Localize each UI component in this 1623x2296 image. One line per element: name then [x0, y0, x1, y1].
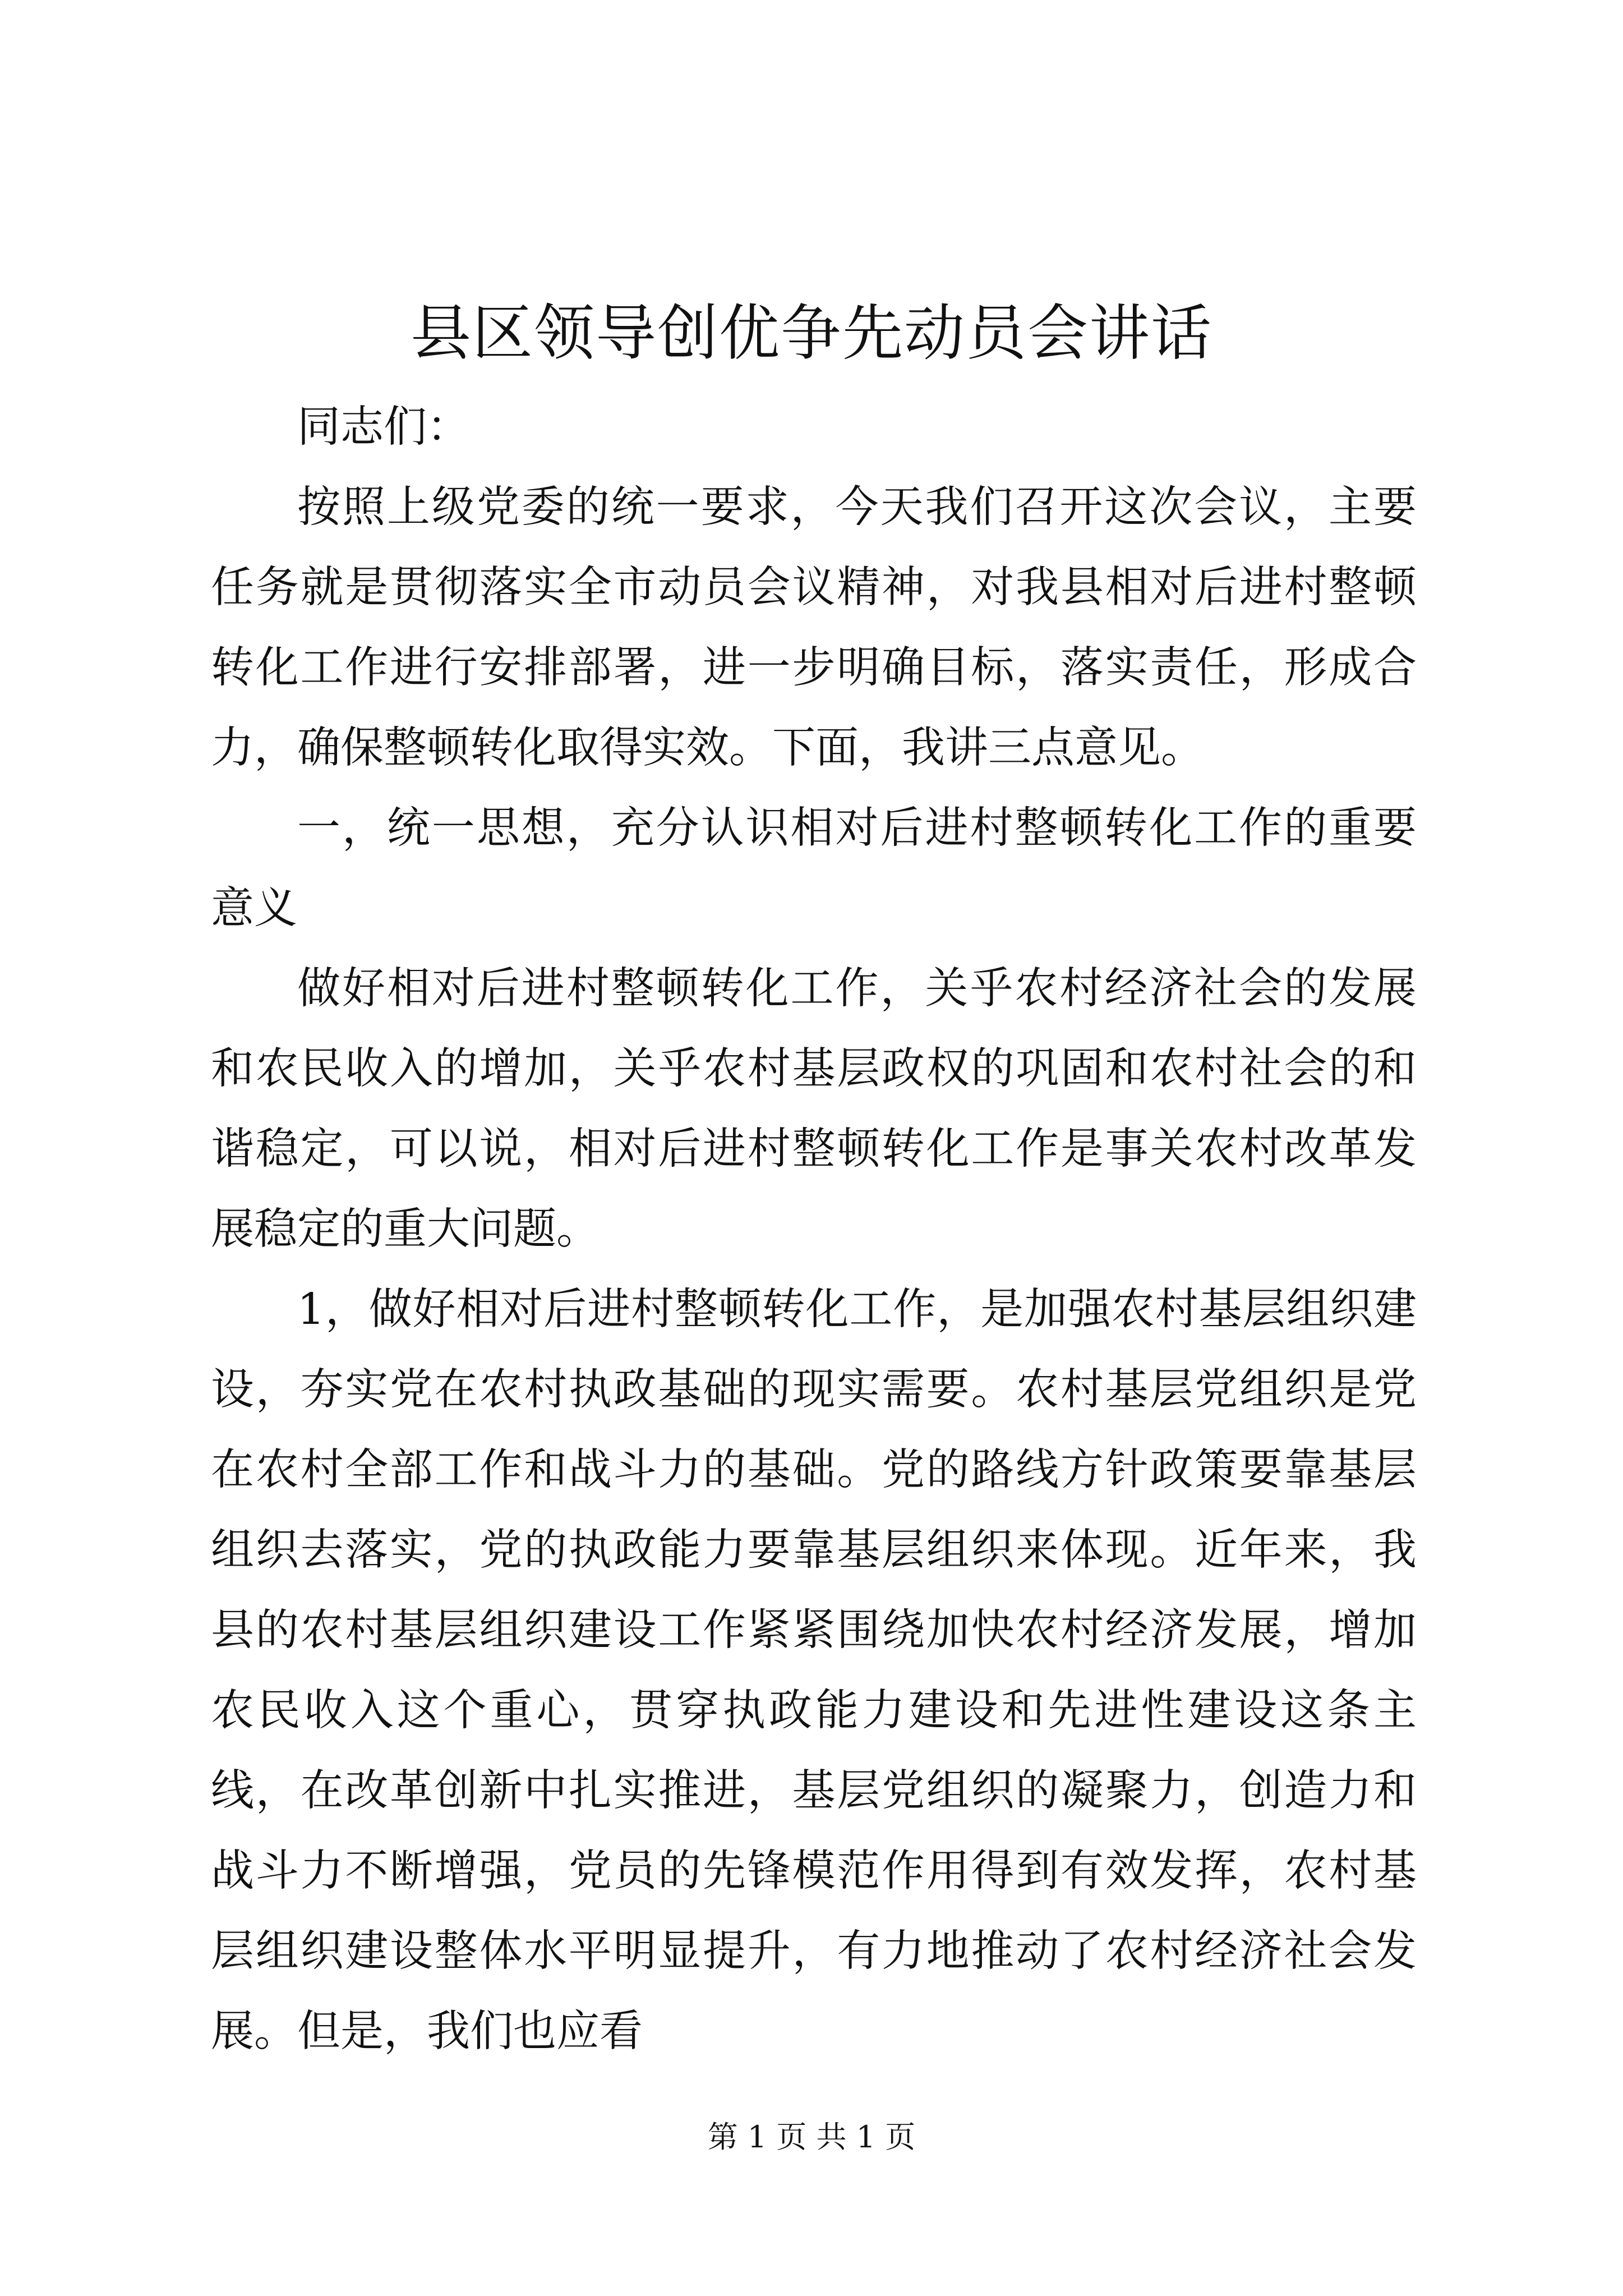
paragraph-intro: 按照上级党委的统一要求，今天我们召开这次会议，主要任务就是贯彻落实全市动员会议精神，对我县相对后进村整顿转化工作进行安排部署，进一步明确目标，落实责任，形成合力，确保整顿转化取得实效。下面，我讲三点意见。 — [211, 482, 1417, 773]
section-heading-1: 一，统一思想，充分认识相对后进村整顿转化工作的重要意义 — [211, 803, 1417, 933]
document-title: 县区领导创优争先动员会讲话 — [410, 298, 1212, 369]
paragraph-significance: 做好相对后进村整顿转化工作，关乎农村经济社会的发展和农民收入的增加，关乎农村基层政权的巩固和农村社会的和谐稳定，可以说，相对后进村整顿转化工作是事关农村改革发展稳定的重大问题。 — [211, 964, 1417, 1254]
paragraph-point-1: 1，做好相对后进村整顿转化工作，是加强农村基层组织建设，夯实党在农村执政基础的现实需要。农村基层党组织是党在农村全部工作和战斗力的基础。党的路线方针政策要靠基层组织去落实，党的执政能力要靠基层组织来体现。近年来，我县的农村基层组织建设工作紧紧围绕加快农村经济发展，增加农民收入这个重心，贯穿执政能力建设和先进性建设这条主线，在改革创新中扎实推进，基层党组织的凝聚力，创造力和战斗力不断增强，党员的先锋模范作用得到有效发挥，农村基层组织建设整体水平明显提升，有力地推动了农村经济社会发展。但是，我们也应看 — [211, 1285, 1417, 2056]
document-body — [211, 387, 1417, 2072]
salutation: 同志们： — [297, 402, 470, 452]
page-footer: 第 1 页 共 1 页 — [707, 2119, 916, 2155]
